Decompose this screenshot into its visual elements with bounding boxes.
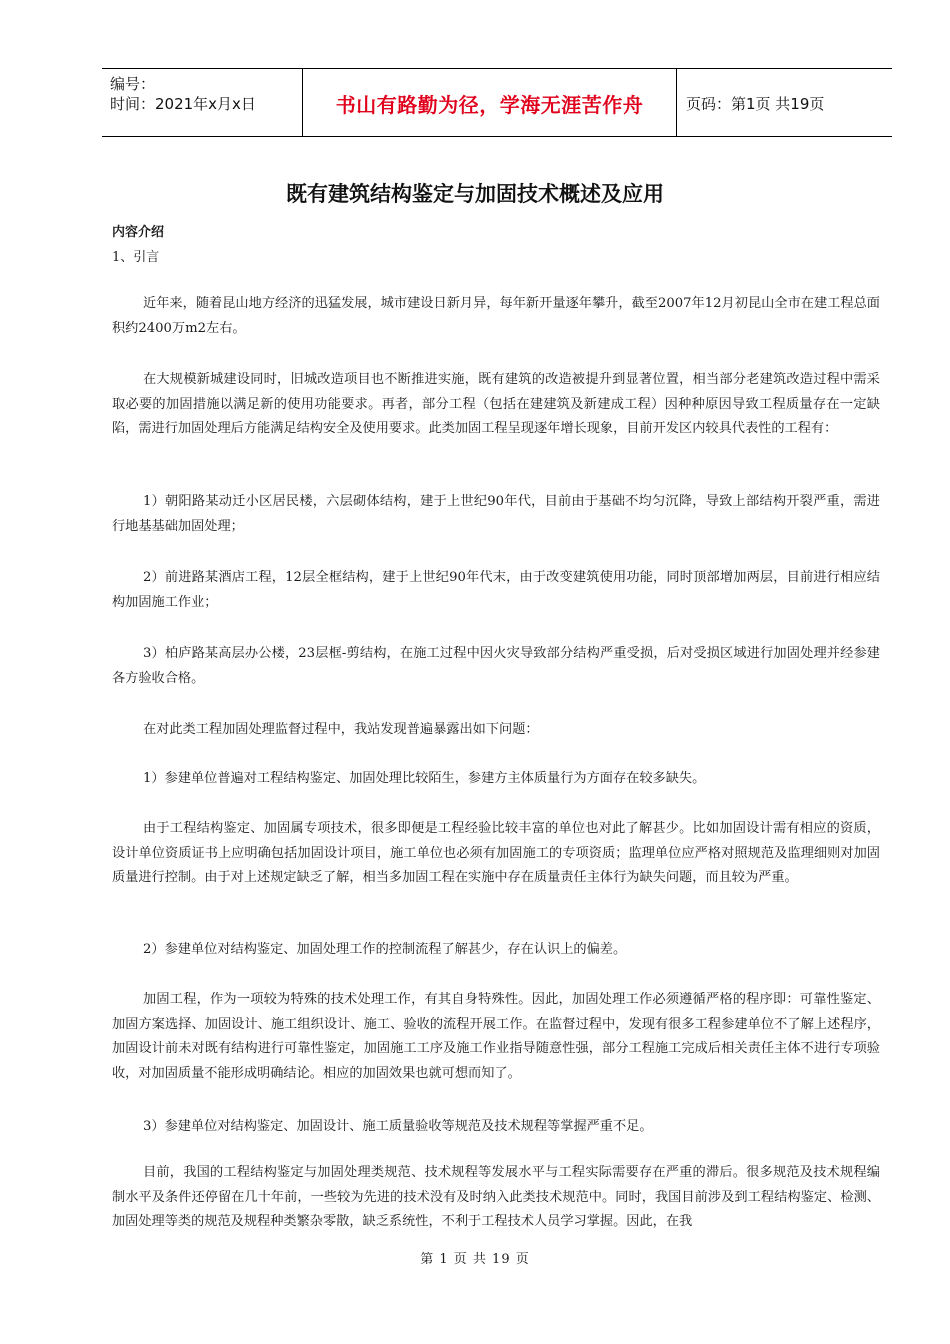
paragraph: 2）前进路某酒店工程，12层全框结构，建于上世纪90年代末，由于改变建筑使用功能，同时顶部增加两层，目前进行相应结构加固施工作业； <box>112 570 880 610</box>
page-footer: 第 1 页 共 19 页 <box>420 1252 530 1267</box>
document-title: 既有建筑结构鉴定与加固技术概述及应用 <box>286 182 664 206</box>
document-header <box>102 68 892 137</box>
paragraph: 在大规模新城建设同时，旧城改造项目也不断推进实施，既有建筑的改造被提升到显著位置，相当部分老建筑改造过程中需采取必要的加固措施以满足新的使用功能要求。再者，部分工程（包括在建建筑及新建成工程）因种种原因导致工程质量存在一定缺陷，需进行加固处理后方能满足结构安全及使用要求。此类加固工程呈现逐年增长现象，目前开发区内较具代表性的工程有： <box>112 372 880 436</box>
header-left-cell <box>102 69 303 136</box>
code-label: 编号： <box>110 75 156 93</box>
intro-heading: 内容介绍 <box>112 225 165 240</box>
paragraph: 近年来，随着昆山地方经济的迅猛发展，城市建设日新月异，每年新开量逐年攀升，截至2007年12月初昆山全市在建工程总面积约2400万m2左右。 <box>112 296 880 336</box>
time-text: 时间：2021年x月x日 <box>110 95 256 113</box>
motto-text: 书山有路勤为径，学海无涯苦作舟 <box>335 93 644 117</box>
paragraph: 2）参建单位对结构鉴定、加固处理工作的控制流程了解甚少，存在认识上的偏差。 <box>143 942 627 957</box>
section-heading: 1、引言 <box>112 250 160 265</box>
paragraph: 在对此类工程加固处理监督过程中，我站发现普遍暴露出如下问题： <box>143 722 539 737</box>
paragraph: 目前，我国的工程结构鉴定与加固处理类规范、技术规程等发展水平与工程实际需要存在严重的滞后。很多规范及技术规程编制水平及条件还停留在几十年前，一些较为先进的技术没有及时纳入此类技术规范中。同时，我国目前涉及到工程结构鉴定、检测、加固处理等类的规范及规程种类繁杂零散，缺乏系统性，不利于工程技术人员学习掌握。因此，在我 <box>112 1165 880 1229</box>
paragraph: 由于工程结构鉴定、加固属专项技术，很多即便是工程经验比较丰富的单位也对此了解甚少。比如加固设计需有相应的资质，设计单位资质证书上应明确包括加固设计项目，施工单位也必须有加固施工的专项资质；监理单位应严格对照规范及监理细则对加固质量进行控制。由于对上述规定缺乏了解，相当多加固工程在实施中存在质量责任主体行为缺失问题，而且较为严重。 <box>112 821 880 885</box>
paragraph: 3）柏庐路某高层办公楼，23层框-剪结构，在施工过程中因火灾导致部分结构严重受损，后对受损区域进行加固处理并经参建各方验收合格。 <box>112 646 880 686</box>
paragraph: 1）朝阳路某动迁小区居民楼，六层砌体结构，建于上世纪90年代，目前由于基础不均匀沉降，导致上部结构开裂严重，需进行地基基础加固处理； <box>112 494 880 534</box>
paragraph: 加固工程，作为一项较为特殊的技术处理工作，有其自身特殊性。因此，加固处理工作必须遵循严格的程序即：可靠性鉴定、加固方案选择、加固设计、施工组织设计、施工、验收的流程开展工作。在监督过程中，发现有很多工程参建单位不了解上述程序，加固设计前未对既有结构进行可靠性鉴定，加固施工工序及施工作业指导随意性强，部分工程施工完成后相关责任主体不进行专项验收，对加固质量不能形成明确结论。相应的加固效果也就可想而知了。 <box>112 992 880 1081</box>
header-center-cell <box>303 69 677 136</box>
paragraph: 3）参建单位对结构鉴定、加固设计、施工质量验收等规范及技术规程等掌握严重不足。 <box>143 1119 653 1134</box>
page-code: 页码：第1页 共19页 <box>686 95 825 113</box>
paragraph: 1）参建单位普遍对工程结构鉴定、加固处理比较陌生，参建方主体质量行为方面存在较多缺失。 <box>143 771 706 786</box>
header-right-cell <box>678 69 892 136</box>
